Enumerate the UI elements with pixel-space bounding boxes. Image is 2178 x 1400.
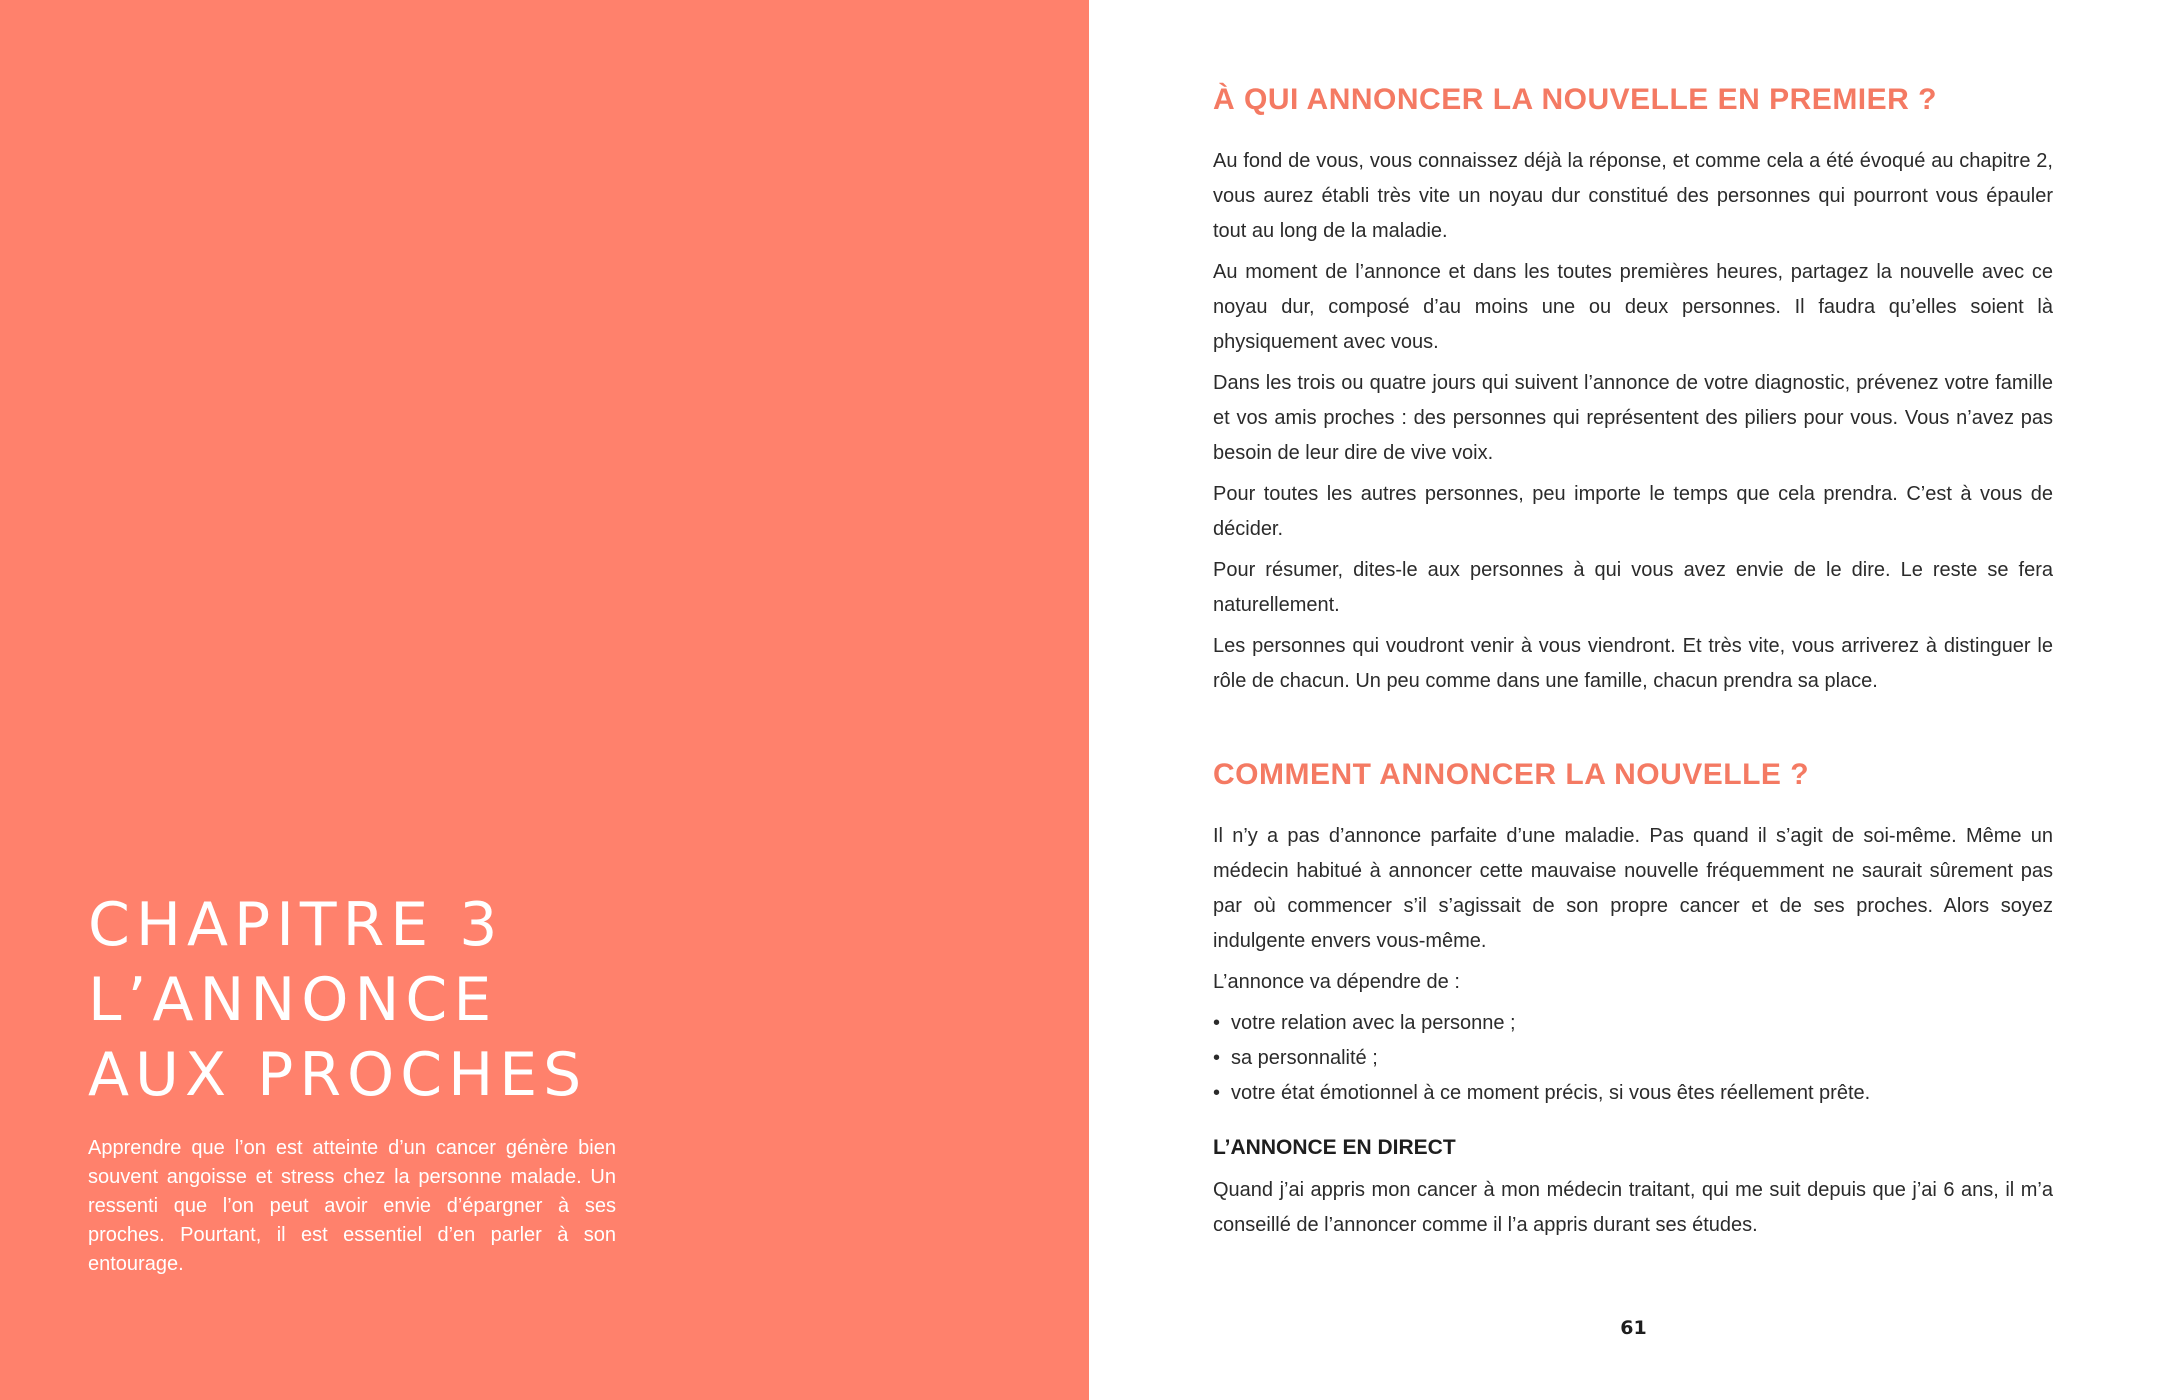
spacer <box>1213 124 2053 144</box>
body-paragraph: Pour résumer, dites-le aux personnes à qui vous avez envie de le dire. Le reste se fera naturellement. <box>1213 559 2053 616</box>
body-paragraph: Les personnes qui voudront venir à vous viendront. Et très vite, vous arriverez à distinguer le rôle de chacun. Un peu comme dans une famille, chacun prendra sa place. <box>1213 635 2053 692</box>
bullet-icon: • <box>1213 1012 1221 1034</box>
list-item-text: votre état émotionnel à ce moment précis, si vous êtes réellement prête. <box>1231 1082 1871 1104</box>
page-number: 61 <box>1620 1317 1647 1339</box>
list-item <box>1213 1041 2053 1076</box>
body-paragraph: Dans les trois ou quatre jours qui suivent l’annonce de votre diagnostic, prévenez votre famille et vos amis proches : des personnes qui représentent des piliers pour vous. Vous n’avez pas besoin de leur dire de vive voix. <box>1213 372 2053 464</box>
body-paragraph: Il n’y a pas d’annonce parfaite d’une maladie. Pas quand il s’agit de soi-même. Même un médecin habitué à annoncer cette mauvaise nouvelle fréquemment ne saurait sûrement pas par où commencer s’il s’agissait de son propre cancer et de ses proches. Alors soyez indulgente envers vous-même. <box>1213 825 2053 952</box>
page-content <box>1213 76 2053 1249</box>
section-heading: À QUI ANNONCER LA NOUVELLE EN PREMIER ? <box>1213 83 1937 116</box>
chapter-title-line: CHAPITRE 3 <box>88 890 504 960</box>
chapter-intro: Apprendre que l’on est atteinte d’un cancer génère bien souvent angoisse et stress chez la personne malade. Un ressenti que l’on peut avoir envie d’épargner à ses proches. Pourtant, il est essentiel d’en parler à son entourage. <box>88 1137 616 1275</box>
body-paragraph: Quand j’ai appris mon cancer à mon médecin traitant, qui me suit depuis que j’ai 6 ans, il m’a conseillé de l’annoncer comme il l’a appris durant ses études. <box>1213 1179 2053 1236</box>
chapter-title <box>88 888 587 1113</box>
bullet-icon: • <box>1213 1047 1221 1069</box>
body-paragraph: Au fond de vous, vous connaissez déjà la réponse, et comme cela a été évoqué au chapitre 2, vous aurez établi très vite un noyau dur constitué des personnes qui pourront vous épauler tout au long de la maladie. <box>1213 150 2053 242</box>
chapter-title-line: AUX PROCHES <box>88 1040 588 1110</box>
right-page <box>1089 0 2178 1400</box>
bullet-list <box>1213 1006 2053 1111</box>
list-item <box>1213 1076 2053 1111</box>
list-item <box>1213 1006 2053 1041</box>
list-item-text: sa personnalité ; <box>1231 1047 1378 1069</box>
body-paragraph: L’annonce va dépendre de : <box>1213 971 1460 993</box>
sub-heading: L’ANNONCE EN DIRECT <box>1213 1136 1456 1159</box>
list-item-text: votre relation avec la personne ; <box>1231 1012 1516 1034</box>
chapter-title-line: L’ANNONCE <box>88 965 498 1035</box>
body-paragraph: Au moment de l’annonce et dans les toutes premières heures, partagez la nouvelle avec ce noyau dur, composé d’au moins une ou deux personnes. Il faudra qu’elles soient là physiquement avec vous. <box>1213 261 2053 353</box>
bullet-icon: • <box>1213 1082 1221 1104</box>
section-heading: COMMENT ANNONCER LA NOUVELLE ? <box>1213 758 1810 791</box>
body-paragraph: Pour toutes les autres personnes, peu importe le temps que cela prendra. C’est à vous de décider. <box>1213 483 2053 540</box>
spacer <box>1213 799 2053 819</box>
